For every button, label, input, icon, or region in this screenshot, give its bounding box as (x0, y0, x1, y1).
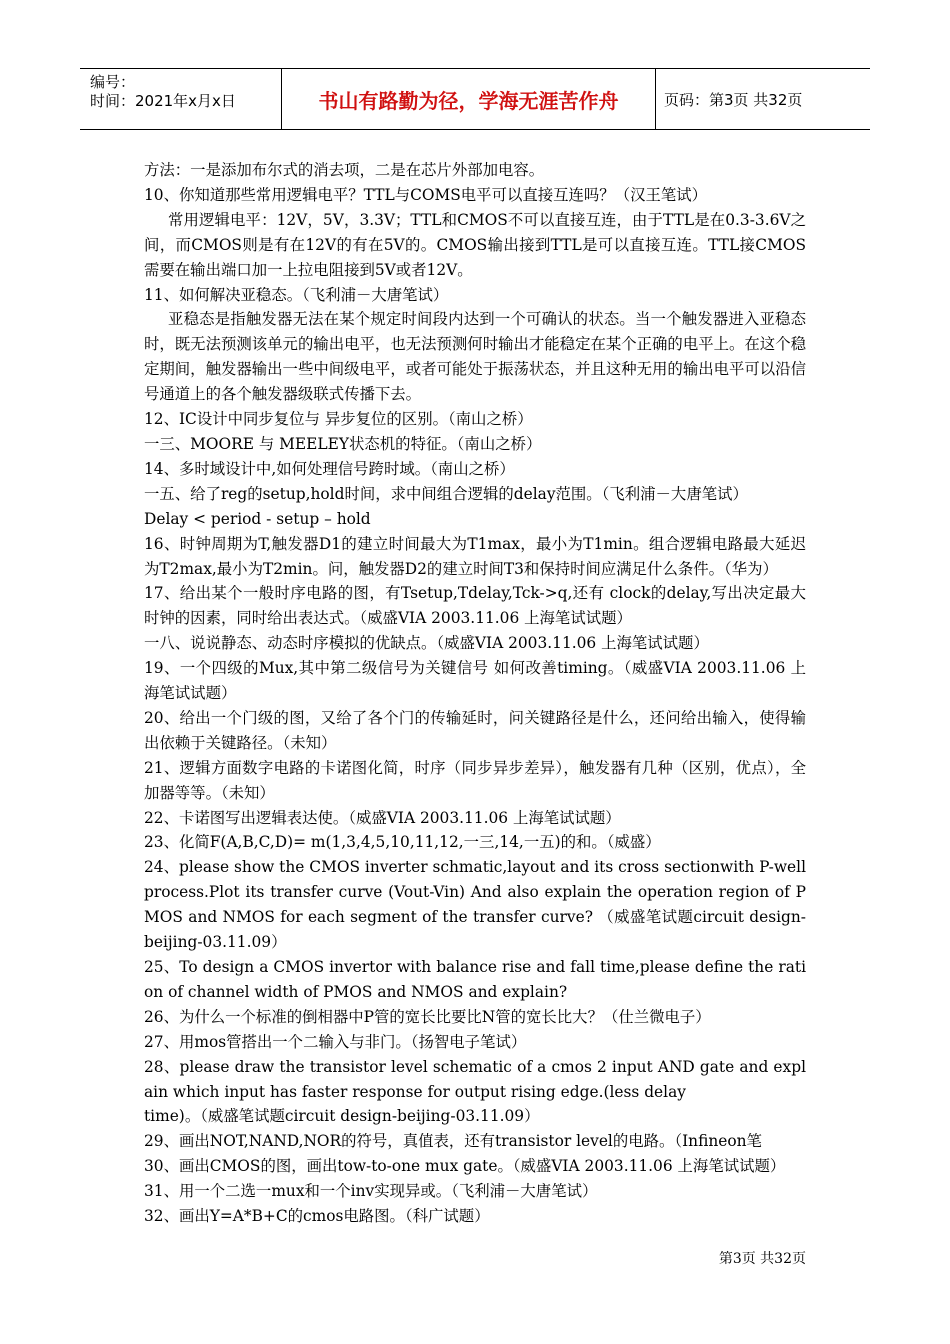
header-meta (80, 69, 282, 129)
paragraph: 一五、给了reg的setup,hold时间，求中间组合逻辑的delay范围。（飞利浦－大唐笔试） (144, 484, 748, 503)
paragraph: 亚稳态是指触发器无法在某个规定时间段内达到一个可确认的状态。当一个触发器进入亚稳态时，既无法预测该单元的输出电平，也无法预测何时输出才能稳定在某个正确的电平上。在这个稳定期间，触发器输出一些中间级电平，或者可能处于振荡状态，并且这种无用的输出电平可以沿信号通道上的各个触发器级联式传播下去。 (144, 310, 806, 404)
paragraph: time)。（威盛笔试题circuit design-beijing-03.11.09） (144, 1107, 540, 1126)
paragraph: 常用逻辑电平：12V，5V，3.3V；TTL和CMOS不可以直接互连，由于TTL是在0.3-3.6V之间，而CMOS则是有在12V的有在5V的。CMOS输出接到TTL是可以直接互连。TTL接CMOS需要在输出端口加一上拉电阻接到5V或者12V。 (144, 210, 806, 279)
header-number-label: 编号： (90, 73, 136, 91)
paragraph: 12、IC设计中同步复位与 异步复位的区别。（南山之桥） (144, 410, 533, 429)
paragraph: 一三、MOORE 与 MEELEY状态机的特征。（南山之桥） (144, 434, 542, 453)
paragraph: 30、画出CMOS的图，画出tow-to-one mux gate。（威盛VIA 2003.11.06 上海笔试试题） (144, 1157, 786, 1176)
paragraph: 26、为什么一个标准的倒相器中P管的宽长比要比N管的宽长比大？（仕兰微电子） (144, 1007, 711, 1026)
paragraph: 25、To design a CMOS invertor with balance rise and fall time,please define the ration of channel width of PMOS and NMOS and explain? (144, 958, 806, 1001)
paragraph: 14、多时域设计中,如何处理信号跨时域。（南山之桥） (144, 459, 515, 478)
paragraph: 28、please draw the transistor level schematic of a cmos 2 input AND gate and explain which input has faster response for output rising edge.(less delay (144, 1057, 806, 1101)
document-body (144, 158, 806, 1229)
paragraph: 17、给出某个一般时序电路的图，有Tsetup,Tdelay,Tck->q,还有 clock的delay,写出决定最大时钟的因素，同时给出表达式。（威盛VIA 2003.11.06 上海笔试试题） (144, 584, 806, 628)
paragraph: 16、时钟周期为T,触发器D1的建立时间最大为T1max，最小为T1min。组合逻辑电路最大延迟为T2max,最小为T2min。问，触发器D2的建立时间T3和保持时间应满足什么条件。（华为） (144, 534, 806, 578)
header-time-label: 时间：2021年x月x日 (90, 92, 236, 110)
paragraph: 29、画出NOT,NAND,NOR的符号，真值表，还有transistor level的电路。（Infineon笔 (144, 1132, 762, 1151)
paragraph: 19、一个四级的Mux,其中第二级信号为关键信号 如何改善timing。（威盛VIA 2003.11.06 上海笔试试题） (144, 659, 806, 703)
paragraph: 27、用mos管搭出一个二输入与非门。（扬智电子笔试） (144, 1032, 527, 1051)
paragraph: 一八、说说静态、动态时序模拟的优缺点。（威盛VIA 2003.11.06 上海笔试试题） (144, 634, 709, 653)
paragraph: 11、如何解决亚稳态。（飞利浦－大唐笔试） (144, 285, 449, 304)
paragraph: 32、画出Y=A*B+C的cmos电路图。（科广试题） (144, 1207, 490, 1226)
paragraph: 方法：一是添加布尔式的消去项，二是在芯片外部加电容。 (144, 161, 545, 179)
paragraph: 23、化简F(A,B,C,D)= m(1,3,4,5,10,11,12,一三,14,一五)的和。（威盛） (144, 833, 661, 852)
header-motto: 书山有路勤为径，学海无涯苦作舟 (282, 69, 656, 129)
paragraph: Delay < period - setup – hold (144, 509, 371, 528)
paragraph: 21、逻辑方面数字电路的卡诺图化简，时序（同步异步差异），触发器有几种（区别，优点），全加器等等。（未知） (144, 758, 806, 802)
paragraph: 31、用一个二选一mux和一个inv实现异或。（飞利浦－大唐笔试） (144, 1182, 598, 1201)
paragraph: 22、卡诺图写出逻辑表达使。（威盛VIA 2003.11.06 上海笔试试题） (144, 808, 621, 827)
page-header (80, 68, 870, 130)
paragraph: 24、please show the CMOS inverter schmatic,layout and its cross sectionwith P-well process.Plot its transfer curve (Vout-Vin) And also explain the operation region of PMOS and NMOS for each segment of the transfer curve? （威盛笔试题circuit design-beijing-03.11.09） (144, 858, 806, 952)
paragraph: 10、你知道那些常用逻辑电平？TTL与COMS电平可以直接互连吗？（汉王笔试） (144, 185, 708, 204)
header-page-label: 页码：第3页 共32页 (664, 90, 803, 109)
page-footer: 第3页 共32页 (718, 1251, 806, 1267)
paragraph: 20、给出一个门级的图，又给了各个门的传输延时，问关键路径是什么，还问给出输入，使得输出依赖于关键路径。（未知） (144, 708, 806, 752)
